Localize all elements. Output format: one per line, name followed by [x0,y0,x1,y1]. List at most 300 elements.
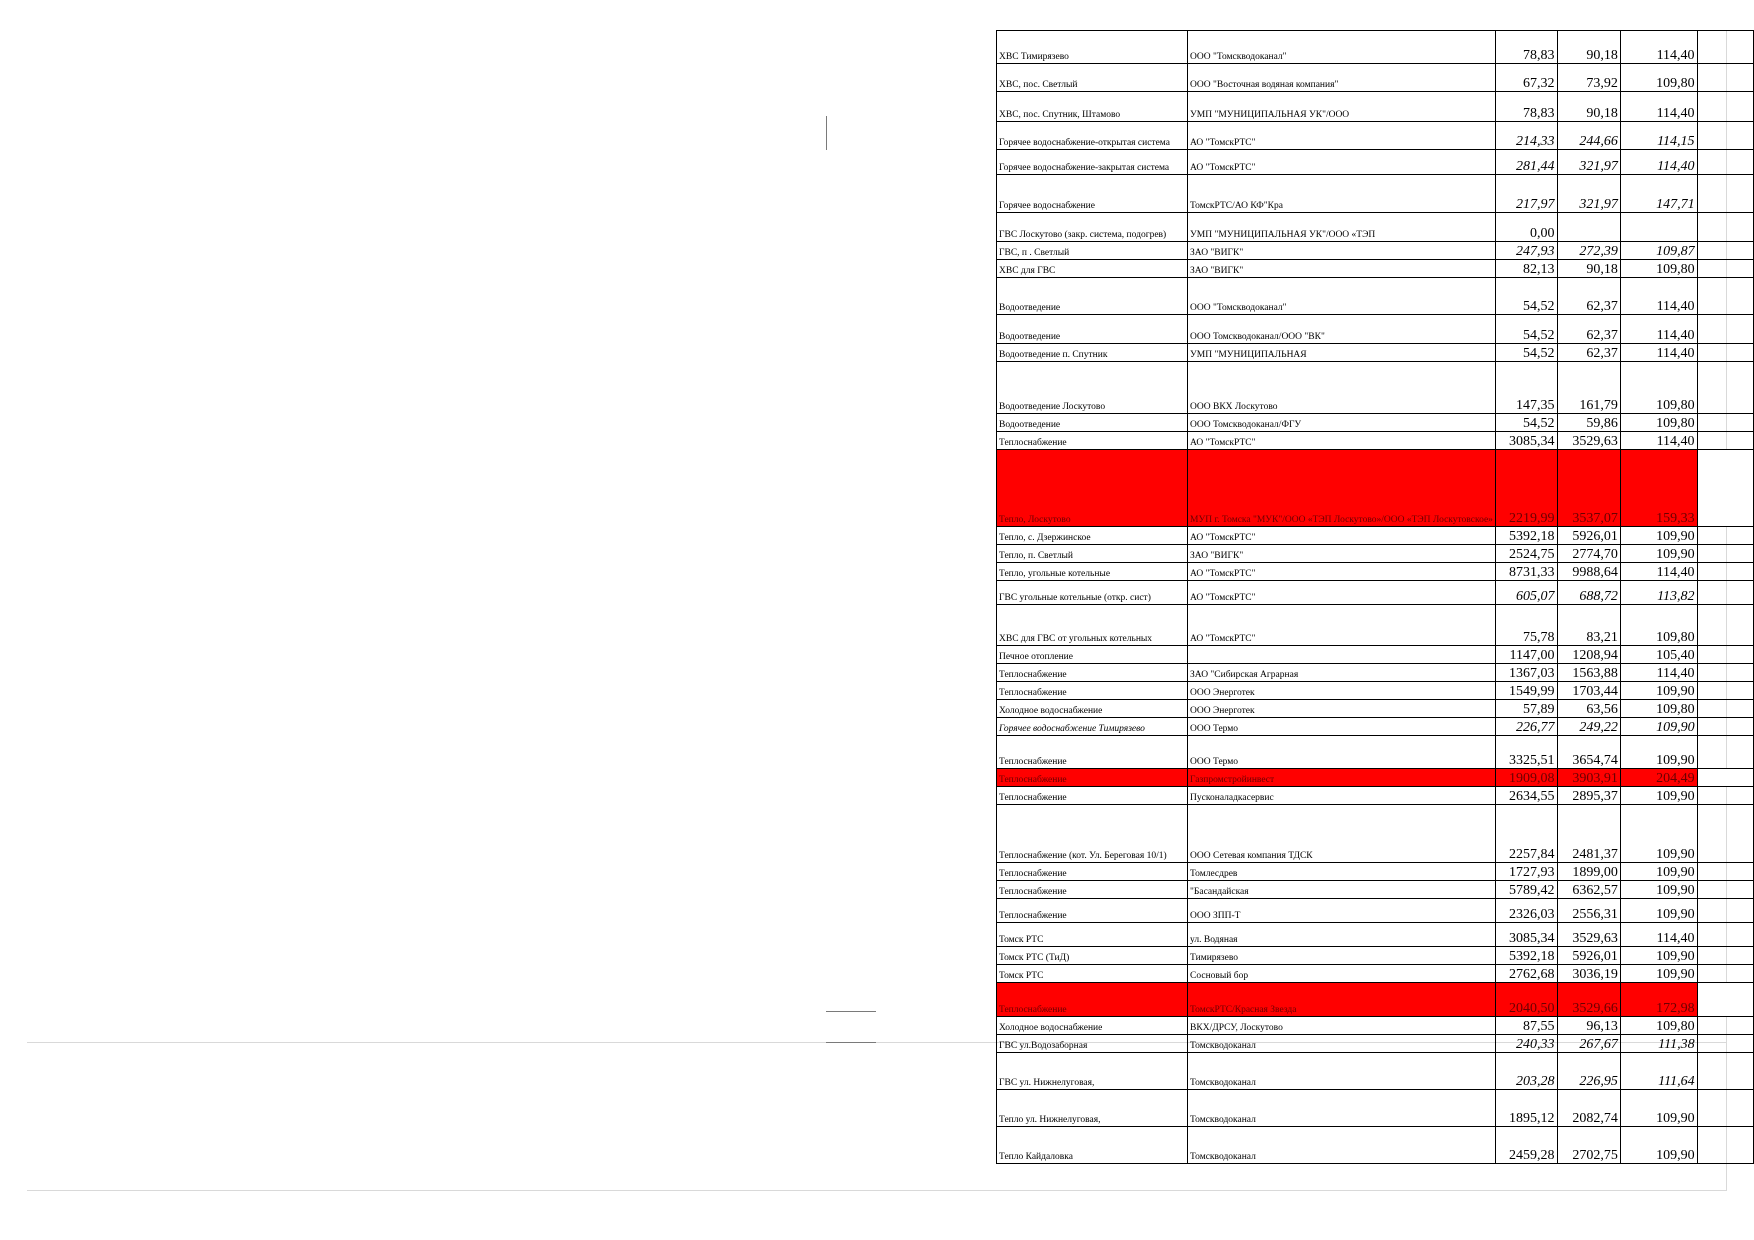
table-row [997,315,1754,344]
service-cell: Печное отопление [997,646,1188,664]
organization-cell: УМП "МУНИЦИПАЛЬНАЯ УК"/ООО «ТЭП [1188,213,1496,242]
table-row [997,563,1754,581]
table-row [997,700,1754,718]
growth-percent-cell: 109,80 [1620,700,1697,718]
table-row [997,581,1754,605]
tariff-old-cell: 147,35 [1495,362,1557,414]
growth-percent-cell: 114,40 [1620,150,1697,175]
tariff-new-cell: 90,18 [1557,31,1620,64]
table-row [997,1017,1754,1035]
organization-cell: ТомскРТС/АО КФ"Кра [1188,175,1496,213]
growth-percent-cell: 111,64 [1620,1053,1697,1090]
service-cell: Теплоснабжение [997,432,1188,450]
empty-cell [1697,965,1753,983]
tariff-old-cell: 2219,99 [1495,450,1557,527]
tariff-new-cell: 3529,63 [1557,923,1620,947]
growth-percent-cell: 114,15 [1620,122,1697,150]
tariff-new-cell: 3654,74 [1557,736,1620,769]
tariff-new-cell: 1899,00 [1557,863,1620,881]
growth-percent-cell: 114,40 [1620,664,1697,682]
service-cell: ГВС ул. Нижнелуговая, [997,1053,1188,1090]
table-row [997,450,1754,527]
empty-cell [1697,947,1753,965]
table-row [997,64,1754,92]
tariff-new-cell: 226,95 [1557,1053,1620,1090]
growth-percent-cell: 159,33 [1620,450,1697,527]
organization-cell: ООО Томскводоканал/ФГУ [1188,414,1496,432]
growth-percent-cell: 114,40 [1620,315,1697,344]
service-cell: Теплоснабжение [997,787,1188,805]
table-row [997,769,1754,787]
tariff-old-cell: 78,83 [1495,31,1557,64]
service-cell: ХВС для ГВС [997,260,1188,278]
empty-cell [1697,863,1753,881]
tariff-old-cell: 2257,84 [1495,805,1557,863]
tariff-old-cell: 67,32 [1495,64,1557,92]
growth-percent-cell: 114,40 [1620,923,1697,947]
organization-cell: Томлесдрев [1188,863,1496,881]
empty-cell [1697,545,1753,563]
organization-cell: МУП г. Томска "МУК"/ООО «ТЭП Лоскутово»/ООО «ТЭП Лоскутовское» [1188,450,1496,527]
service-cell: Теплоснабжение [997,664,1188,682]
table-row [997,983,1754,1017]
organization-cell: ТомскРТС/Красная Звезда [1188,983,1496,1017]
empty-cell [1697,344,1753,362]
tariff-new-cell: 6362,57 [1557,881,1620,899]
table-row [997,646,1754,664]
tariff-new-cell: 3537,07 [1557,450,1620,527]
service-cell: ХВС Тимирязево [997,31,1188,64]
tariff-old-cell: 82,13 [1495,260,1557,278]
service-cell: ХВС для ГВС от угольных котельных [997,605,1188,646]
organization-cell: АО "ТомскРТС" [1188,432,1496,450]
empty-cell [1697,983,1753,1017]
growth-percent-cell: 109,90 [1620,682,1697,700]
tariff-old-cell: 247,93 [1495,242,1557,260]
organization-cell: УМП "МУНИЦИПАЛЬНАЯ УК"/ООО [1188,92,1496,122]
organization-cell: ООО "Томскводоканал" [1188,278,1496,315]
tariff-new-cell: 244,66 [1557,122,1620,150]
organization-cell: Пусконаладкасервис [1188,787,1496,805]
tariff-old-cell: 75,78 [1495,605,1557,646]
empty-cell [1697,150,1753,175]
service-cell: Горячее водоснабжение [997,175,1188,213]
service-cell: ГВС, п . Светлый [997,242,1188,260]
service-cell: Томск РТС [997,965,1188,983]
growth-percent-cell [1620,213,1697,242]
empty-cell [1697,1127,1753,1164]
table-row [997,863,1754,881]
service-cell: Тепло, п. Светлый [997,545,1188,563]
page-frame-bottom [27,1190,1727,1191]
service-cell: ГВС угольные котельные (откр. сист) [997,581,1188,605]
empty-cell [1697,315,1753,344]
tariff-new-cell: 83,21 [1557,605,1620,646]
organization-cell: Томскводоканал [1188,1090,1496,1127]
tariff-new-cell: 1703,44 [1557,682,1620,700]
growth-percent-cell: 109,90 [1620,805,1697,863]
empty-cell [1697,362,1753,414]
tariff-new-cell: 3529,63 [1557,432,1620,450]
organization-cell: ООО Энерготек [1188,700,1496,718]
growth-percent-cell: 109,80 [1620,64,1697,92]
service-cell: Теплоснабжение (кот. Ул. Береговая 10/1) [997,805,1188,863]
empty-cell [1697,563,1753,581]
table-row [997,175,1754,213]
empty-cell [1697,1090,1753,1127]
table-row [997,31,1754,64]
service-cell: Теплоснабжение [997,881,1188,899]
organization-cell: Томскводоканал [1188,1127,1496,1164]
service-cell: Холодное водоснабжение [997,700,1188,718]
service-cell: Горячее водоснабжение-открытая система [997,122,1188,150]
table-row [997,965,1754,983]
organization-cell: Сосновый бор [1188,965,1496,983]
tariff-new-cell: 90,18 [1557,92,1620,122]
tariff-new-cell: 1563,88 [1557,664,1620,682]
empty-cell [1697,278,1753,315]
empty-cell [1697,605,1753,646]
tariff-new-cell: 267,67 [1557,1035,1620,1053]
service-cell: Теплоснабжение [997,899,1188,923]
tariff-new-cell: 2774,70 [1557,545,1620,563]
empty-cell [1697,718,1753,736]
tariff-old-cell: 281,44 [1495,150,1557,175]
tariff-new-cell: 96,13 [1557,1017,1620,1035]
table-row [997,122,1754,150]
organization-cell: ВКХ/ДРСУ, Лоскутово [1188,1017,1496,1035]
tariff-new-cell: 321,97 [1557,175,1620,213]
service-cell: Водоотведение [997,278,1188,315]
organization-cell: ЗАО "ВИГК" [1188,260,1496,278]
empty-cell [1697,414,1753,432]
empty-cell [1697,31,1753,64]
table-row [997,923,1754,947]
tariff-old-cell: 54,52 [1495,278,1557,315]
tariff-new-cell: 59,86 [1557,414,1620,432]
tariff-table-body [997,31,1754,1164]
table-row [997,242,1754,260]
table-row [997,736,1754,769]
tariff-old-cell: 54,52 [1495,344,1557,362]
organization-cell: АО "ТомскРТС" [1188,122,1496,150]
empty-cell [1697,899,1753,923]
growth-percent-cell: 114,40 [1620,278,1697,315]
tariff-old-cell: 214,33 [1495,122,1557,150]
empty-cell [1697,92,1753,122]
tariff-new-cell: 2481,37 [1557,805,1620,863]
growth-percent-cell: 147,71 [1620,175,1697,213]
organization-cell: АО "ТомскРТС" [1188,527,1496,545]
growth-percent-cell: 172,98 [1620,983,1697,1017]
growth-percent-cell: 109,90 [1620,736,1697,769]
organization-cell: ООО Термо [1188,718,1496,736]
growth-percent-cell: 109,80 [1620,414,1697,432]
tariff-old-cell: 217,97 [1495,175,1557,213]
organization-cell: ООО Энерготек [1188,682,1496,700]
tariff-old-cell: 2634,55 [1495,787,1557,805]
table-row [997,92,1754,122]
service-cell: Тепло Кайдаловка [997,1127,1188,1164]
margin-mark [826,116,827,150]
tariff-old-cell: 3325,51 [1495,736,1557,769]
organization-cell: ЗАО "ВИГК" [1188,242,1496,260]
tariff-old-cell: 226,77 [1495,718,1557,736]
tariff-old-cell: 1367,03 [1495,664,1557,682]
tariff-old-cell: 2762,68 [1495,965,1557,983]
service-cell: Водоотведение п. Спутник [997,344,1188,362]
growth-percent-cell: 114,40 [1620,92,1697,122]
tariff-new-cell: 2556,31 [1557,899,1620,923]
tariff-new-cell [1557,213,1620,242]
tariff-old-cell: 57,89 [1495,700,1557,718]
empty-cell [1697,242,1753,260]
empty-cell [1697,64,1753,92]
tariff-new-cell: 62,37 [1557,344,1620,362]
service-cell: Теплоснабжение [997,863,1188,881]
table-row [997,344,1754,362]
organization-cell: ООО "Томскводоканал" [1188,31,1496,64]
tariff-new-cell: 63,56 [1557,700,1620,718]
empty-cell [1697,881,1753,899]
service-cell: Водоотведение [997,414,1188,432]
empty-cell [1697,736,1753,769]
organization-cell: Томскводоканал [1188,1053,1496,1090]
empty-cell [1697,682,1753,700]
tariff-old-cell: 5392,18 [1495,947,1557,965]
empty-cell [1697,1035,1753,1053]
organization-cell: ЗАО "Сибирская Аграрная [1188,664,1496,682]
empty-cell [1697,581,1753,605]
table-row [997,1127,1754,1164]
table-row [997,682,1754,700]
tariff-new-cell: 3903,91 [1557,769,1620,787]
tariff-table [996,30,1754,1164]
table-row [997,527,1754,545]
table-row [997,664,1754,682]
table-row [997,1035,1754,1053]
tariff-old-cell: 5392,18 [1495,527,1557,545]
organization-cell: "Басандайская [1188,881,1496,899]
tariff-old-cell: 1147,00 [1495,646,1557,664]
growth-percent-cell: 109,90 [1620,787,1697,805]
growth-percent-cell: 111,38 [1620,1035,1697,1053]
growth-percent-cell: 109,90 [1620,1090,1697,1127]
table-row [997,1090,1754,1127]
growth-percent-cell: 109,90 [1620,527,1697,545]
growth-percent-cell: 114,40 [1620,563,1697,581]
empty-cell [1697,432,1753,450]
empty-cell [1697,769,1753,787]
organization-cell: ООО Сетевая компания ТДСК [1188,805,1496,863]
growth-percent-cell: 109,80 [1620,605,1697,646]
tariff-new-cell: 249,22 [1557,718,1620,736]
service-cell: ГВС Лоскутово (закр. система, подогрев) [997,213,1188,242]
table-row [997,150,1754,175]
growth-percent-cell: 109,80 [1620,1017,1697,1035]
tariff-old-cell: 54,52 [1495,414,1557,432]
service-cell: Холодное водоснабжение [997,1017,1188,1035]
growth-percent-cell: 109,90 [1620,947,1697,965]
table-row [997,605,1754,646]
table-row [997,213,1754,242]
empty-cell [1697,213,1753,242]
table-row [997,260,1754,278]
empty-cell [1697,122,1753,150]
tariff-new-cell: 2895,37 [1557,787,1620,805]
tariff-old-cell: 5789,42 [1495,881,1557,899]
growth-percent-cell: 109,90 [1620,718,1697,736]
growth-percent-cell: 109,90 [1620,863,1697,881]
tariff-old-cell: 3085,34 [1495,923,1557,947]
service-cell: Водоотведение Лоскутово [997,362,1188,414]
tariff-old-cell: 1549,99 [1495,682,1557,700]
table-row [997,805,1754,863]
table-row [997,718,1754,736]
organization-cell [1188,646,1496,664]
empty-cell [1697,787,1753,805]
tariff-old-cell: 3085,34 [1495,432,1557,450]
tariff-old-cell: 1727,93 [1495,863,1557,881]
empty-cell [1697,646,1753,664]
empty-cell [1697,664,1753,682]
organization-cell: ООО "Восточная водяная компания" [1188,64,1496,92]
table-row [997,899,1754,923]
tariff-new-cell: 2082,74 [1557,1090,1620,1127]
tariff-old-cell: 1895,12 [1495,1090,1557,1127]
service-cell: Теплоснабжение [997,682,1188,700]
tariff-old-cell: 54,52 [1495,315,1557,344]
organization-cell: ООО ЗПП-Т [1188,899,1496,923]
organization-cell: УМП "МУНИЦИПАЛЬНАЯ [1188,344,1496,362]
organization-cell: ООО Томскводоканал/ООО "ВК" [1188,315,1496,344]
tariff-old-cell: 240,33 [1495,1035,1557,1053]
service-cell: Томск РТС [997,923,1188,947]
organization-cell: ул. Водяная [1188,923,1496,947]
growth-percent-cell: 109,80 [1620,260,1697,278]
table-row [997,787,1754,805]
tariff-old-cell: 1909,08 [1495,769,1557,787]
tariff-new-cell: 321,97 [1557,150,1620,175]
table-row [997,362,1754,414]
empty-cell [1697,1053,1753,1090]
margin-mark [826,1011,876,1012]
organization-cell: АО "ТомскРТС" [1188,150,1496,175]
growth-percent-cell: 109,87 [1620,242,1697,260]
organization-cell: АО "ТомскРТС" [1188,581,1496,605]
growth-percent-cell: 204,49 [1620,769,1697,787]
growth-percent-cell: 114,40 [1620,432,1697,450]
empty-cell [1697,450,1753,527]
organization-cell: ООО Термо [1188,736,1496,769]
tariff-old-cell: 203,28 [1495,1053,1557,1090]
tariff-new-cell: 688,72 [1557,581,1620,605]
empty-cell [1697,805,1753,863]
table-row [997,1053,1754,1090]
table-row [997,545,1754,563]
growth-percent-cell: 109,90 [1620,545,1697,563]
service-cell: Тепло ул. Нижнелуговая, [997,1090,1188,1127]
table-row [997,881,1754,899]
tariff-old-cell: 2326,03 [1495,899,1557,923]
tariff-new-cell: 90,18 [1557,260,1620,278]
table-row [997,278,1754,315]
growth-percent-cell: 105,40 [1620,646,1697,664]
growth-percent-cell: 109,80 [1620,362,1697,414]
empty-cell [1697,175,1753,213]
tariff-new-cell: 1208,94 [1557,646,1620,664]
growth-percent-cell: 113,82 [1620,581,1697,605]
organization-cell: ЗАО "ВИГК" [1188,545,1496,563]
margin-mark [826,1042,876,1043]
tariff-new-cell: 3036,19 [1557,965,1620,983]
growth-percent-cell: 109,90 [1620,899,1697,923]
tariff-old-cell: 87,55 [1495,1017,1557,1035]
organization-cell: Тимирязево [1188,947,1496,965]
service-cell: ГВС ул.Водозаборная [997,1035,1188,1053]
growth-percent-cell: 114,40 [1620,344,1697,362]
growth-percent-cell: 109,90 [1620,1127,1697,1164]
service-cell: Теплоснабжение [997,736,1188,769]
tariff-new-cell: 5926,01 [1557,947,1620,965]
tariff-new-cell: 161,79 [1557,362,1620,414]
tariff-new-cell: 73,92 [1557,64,1620,92]
growth-percent-cell: 109,90 [1620,881,1697,899]
tariff-new-cell: 3529,66 [1557,983,1620,1017]
tariff-old-cell: 605,07 [1495,581,1557,605]
service-cell: ХВС, пос. Светлый [997,64,1188,92]
service-cell: ХВС, пос. Спутник, Штамово [997,92,1188,122]
table-row [997,432,1754,450]
growth-percent-cell: 114,40 [1620,31,1697,64]
tariff-old-cell: 2459,28 [1495,1127,1557,1164]
tariff-old-cell: 78,83 [1495,92,1557,122]
service-cell: Горячее водоснабжение Тимирязево [997,718,1188,736]
service-cell: Горячее водоснабжение-закрытая система [997,150,1188,175]
service-cell: Тепло, с. Дзержинское [997,527,1188,545]
empty-cell [1697,260,1753,278]
tariff-new-cell: 272,39 [1557,242,1620,260]
service-cell: Водоотведение [997,315,1188,344]
tariff-old-cell: 2040,50 [1495,983,1557,1017]
tariff-new-cell: 5926,01 [1557,527,1620,545]
tariff-old-cell: 0,00 [1495,213,1557,242]
organization-cell: АО "ТомскРТС" [1188,563,1496,581]
tariff-new-cell: 2702,75 [1557,1127,1620,1164]
organization-cell: Газпромстройинвест [1188,769,1496,787]
organization-cell: Томскводоканал [1188,1035,1496,1053]
tariff-new-cell: 62,37 [1557,315,1620,344]
service-cell: Тепло, угольные котельные [997,563,1188,581]
service-cell: Томск РТС (ТиД) [997,947,1188,965]
tariff-old-cell: 8731,33 [1495,563,1557,581]
service-cell: Тепло, Лоскутово [997,450,1188,527]
tariff-new-cell: 62,37 [1557,278,1620,315]
empty-cell [1697,923,1753,947]
organization-cell: ООО ВКХ Лоскутово [1188,362,1496,414]
service-cell: Теплоснабжение [997,983,1188,1017]
table-row [997,947,1754,965]
table-row [997,414,1754,432]
growth-percent-cell: 109,90 [1620,965,1697,983]
empty-cell [1697,527,1753,545]
tariff-new-cell: 9988,64 [1557,563,1620,581]
empty-cell [1697,700,1753,718]
organization-cell: АО "ТомскРТС" [1188,605,1496,646]
tariff-old-cell: 2524,75 [1495,545,1557,563]
service-cell: Теплоснабжение [997,769,1188,787]
empty-cell [1697,1017,1753,1035]
